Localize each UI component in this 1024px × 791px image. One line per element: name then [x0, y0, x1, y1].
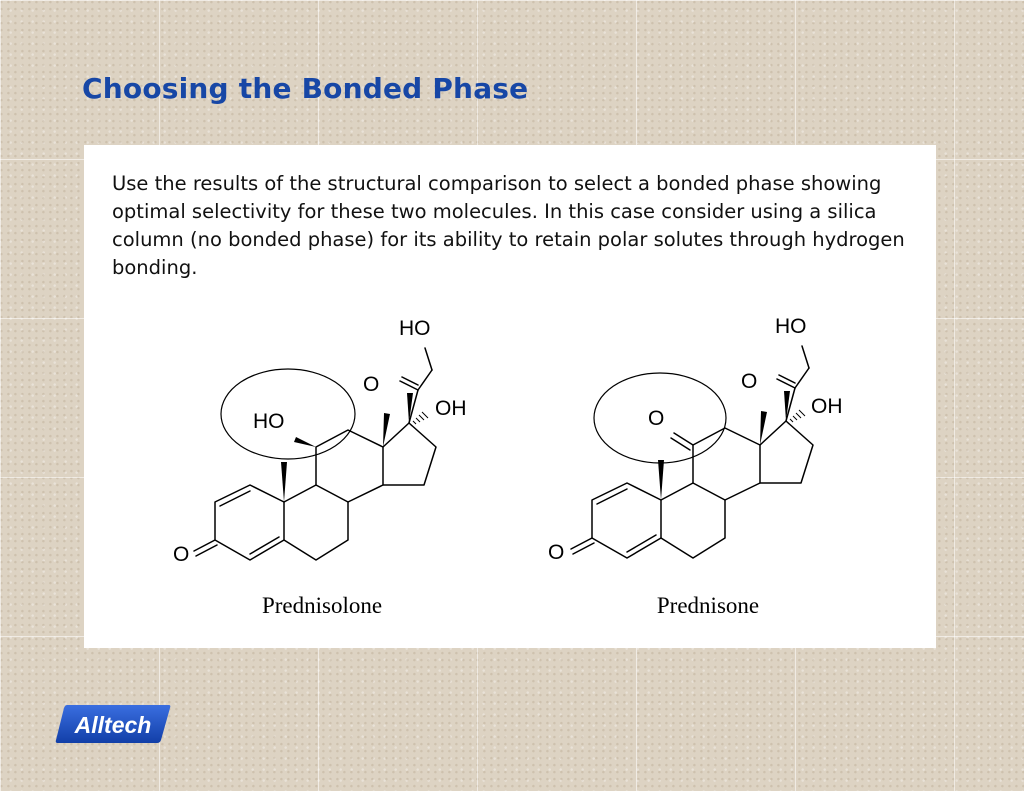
prednisone-oh-label: OH	[811, 395, 843, 418]
prednisolone-ring-c-substituent-label: HO	[253, 410, 285, 433]
prednisone-ring-c-substituent-label: O	[648, 407, 665, 430]
prednisone-ketone-o-label: O	[741, 370, 758, 393]
prednisolone-hash-bond	[410, 412, 428, 426]
prednisolone-structure	[194, 348, 436, 560]
prednisolone-highlight-circle	[221, 369, 355, 459]
prednisone-ho-top-label: HO	[775, 315, 807, 338]
structures-diagram	[84, 145, 936, 648]
alltech-logo	[55, 704, 171, 744]
body-text: Use the results of the structural comparison to select a bonded phase showing optimal selectivity for these two molecules. In this case consider using a silica column (no bonded phase) for its ability to retain polar solutes through hydrogen bonding.	[112, 172, 905, 279]
alltech-logo-text: Alltech	[74, 712, 152, 738]
prednisone-ring-a-o-label: O	[548, 541, 565, 564]
slide-title: Choosing the Bonded Phase	[82, 72, 529, 105]
prednisone-structure	[571, 346, 813, 558]
prednisone-name: Prednisone	[656, 593, 760, 618]
prednisolone-name: Prednisolone	[261, 593, 383, 618]
prednisone-hash-bond	[787, 410, 805, 424]
prednisolone-ketone-o-label: O	[363, 373, 380, 396]
content-panel	[84, 145, 936, 648]
prednisolone-oh-label: OH	[435, 397, 467, 420]
prednisolone-ho-top-label: HO	[399, 317, 431, 340]
prednisolone-ring-a-o-label: O	[173, 543, 190, 566]
